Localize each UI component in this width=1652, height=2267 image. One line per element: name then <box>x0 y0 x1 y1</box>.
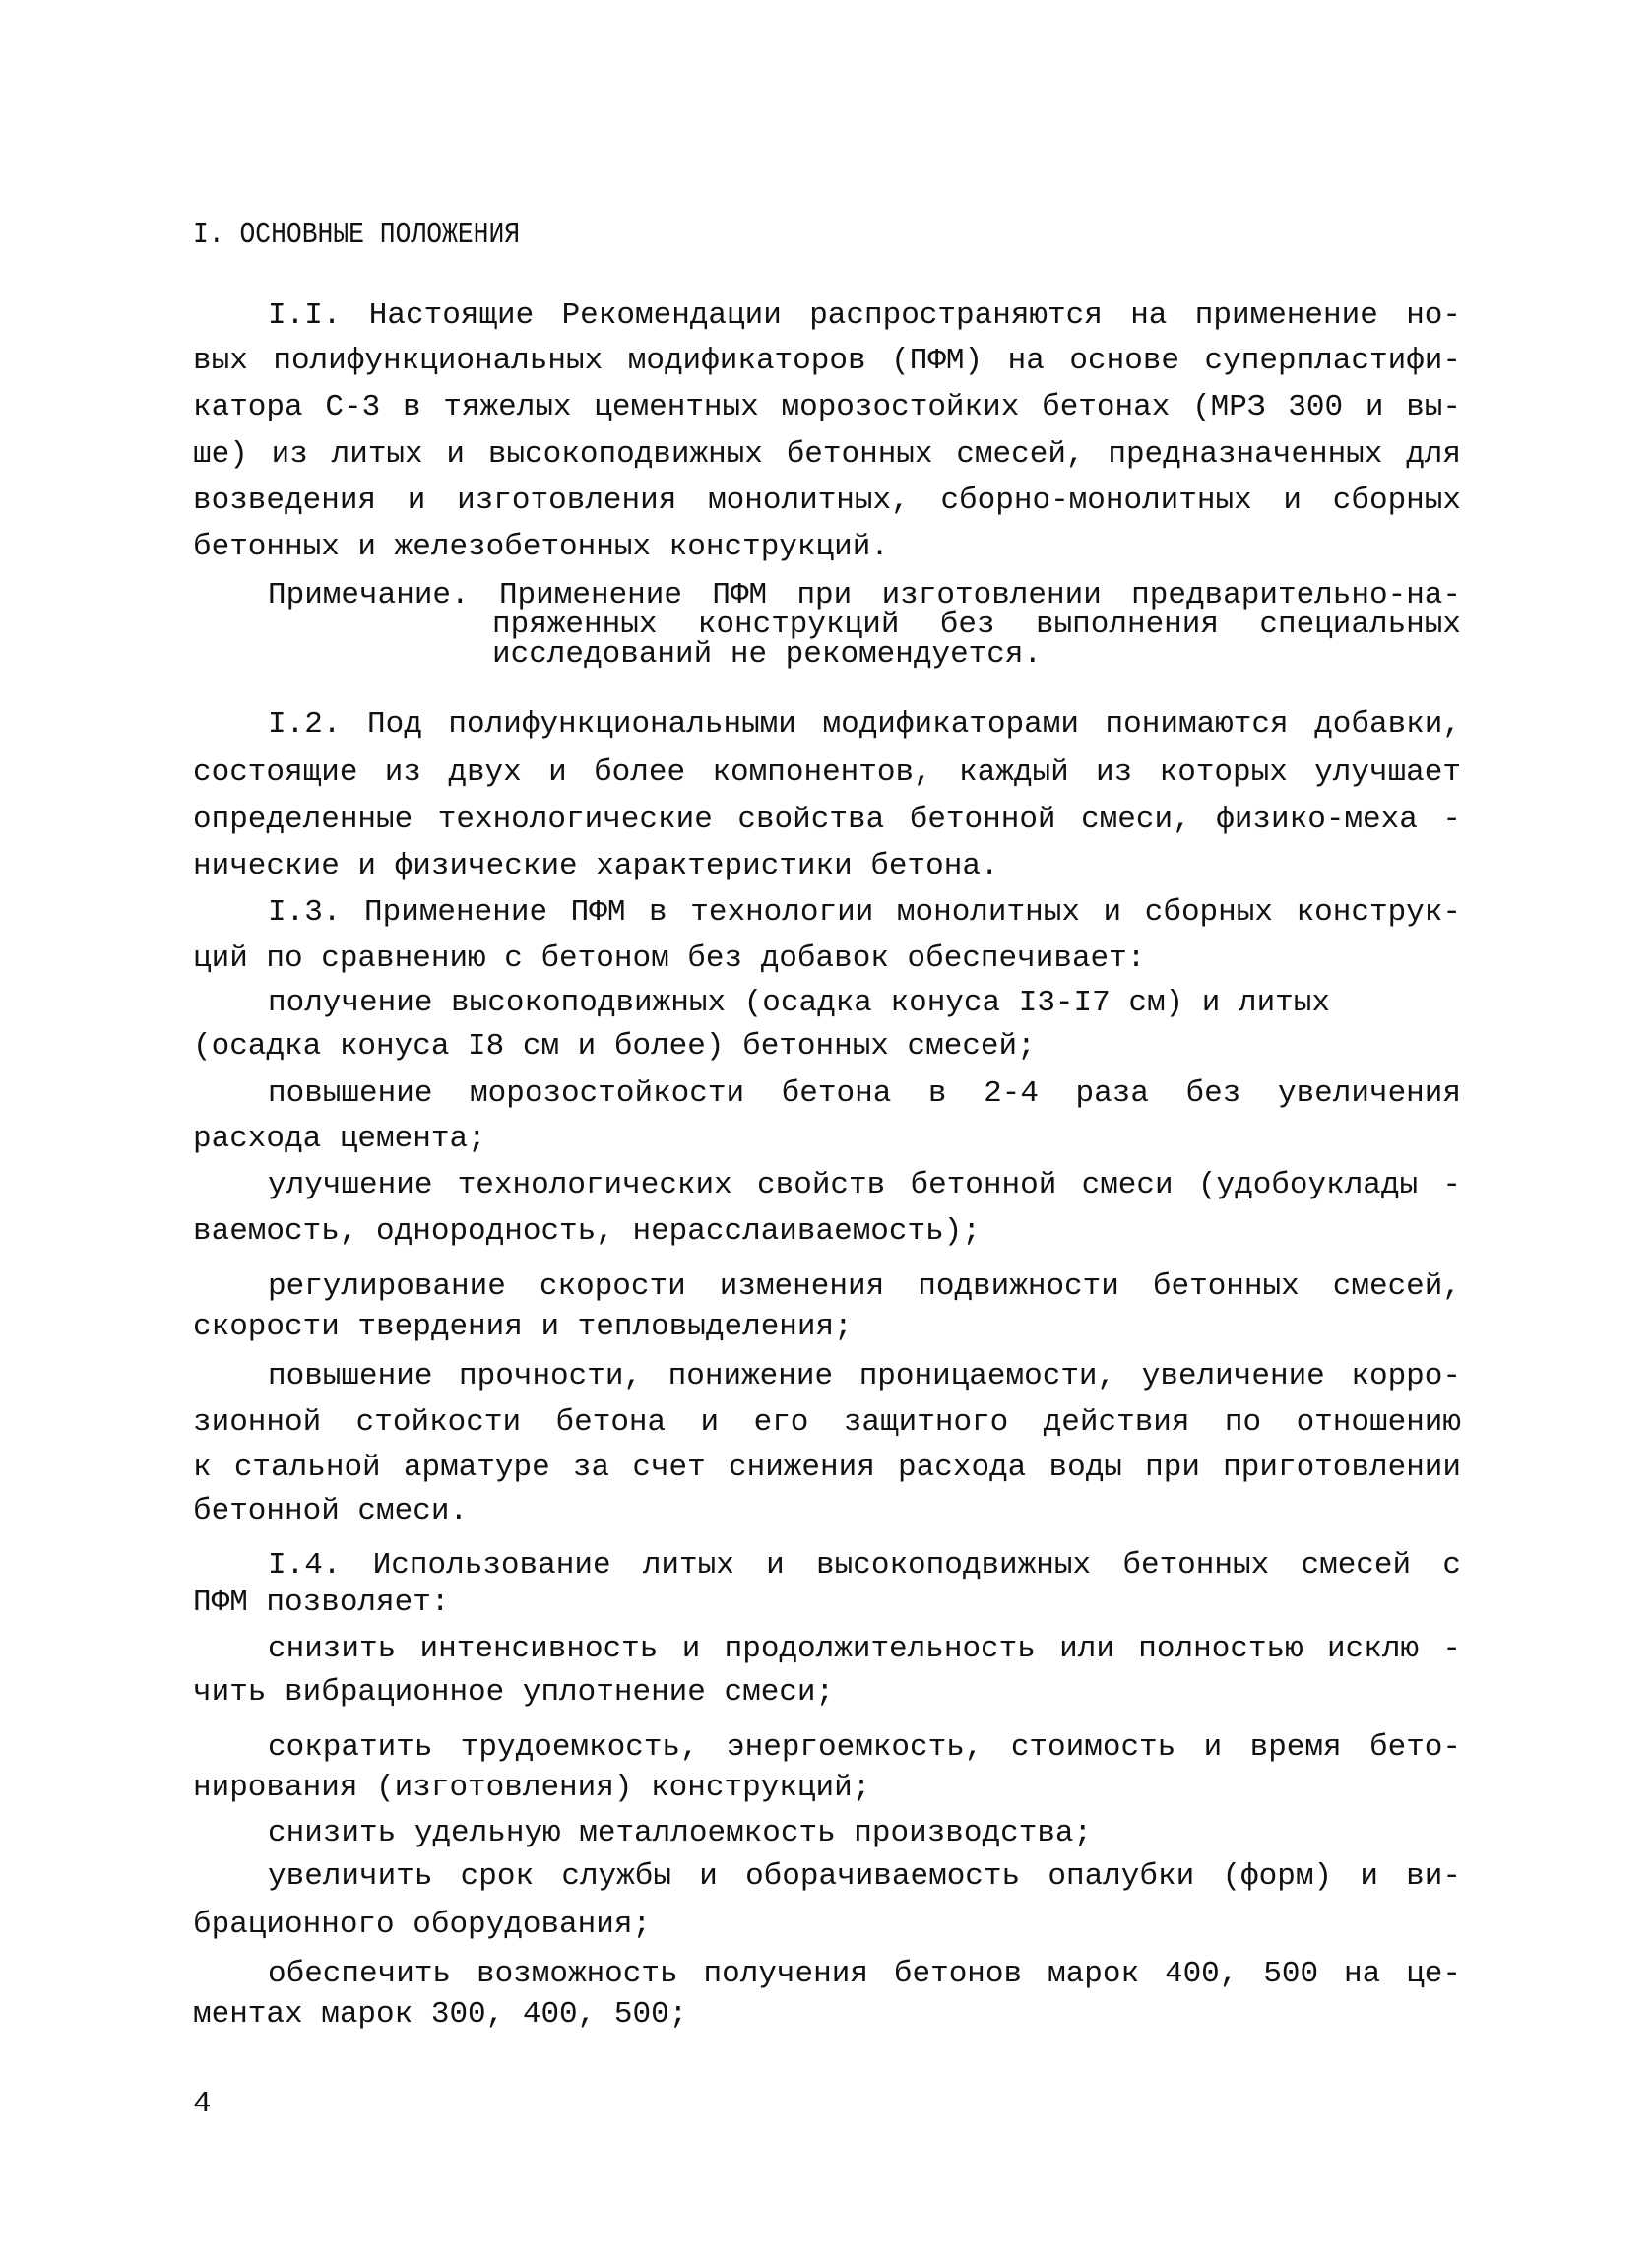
text-line: бетонных и железобетонных конструкций. <box>193 530 889 564</box>
text-line: Примечание. Применение ПФМ при изготовлении предварительно-на- <box>268 578 1461 613</box>
page-number: 4 <box>193 2087 212 2121</box>
text-line: скорости твердения и тепловыделения; <box>193 1310 853 1344</box>
text-line: регулирование скорости изменения подвижности бетонных смесей, <box>268 1269 1461 1304</box>
text-line: I.3. Применение ПФМ в технологии монолитных и сборных конструк- <box>268 895 1461 930</box>
text-line: снизить удельную металлоемкость производства; <box>268 1816 1093 1850</box>
text-line: повышение прочности, понижение проницаемости, увеличение корро- <box>268 1359 1461 1393</box>
text-line: зионной стойкости бетона и его защитного действия по отношению <box>193 1405 1461 1440</box>
text-line: брационного оборудования; <box>193 1908 652 1942</box>
text-line: I.4. Использование литых и высокоподвижных бетонных смесей с <box>268 1548 1461 1583</box>
text-line: определенные технологические свойства бетонной смеси, физико-меха - <box>193 803 1461 837</box>
text-line: увеличить срок службы и оборачиваемость опалубки (форм) и ви- <box>268 1859 1461 1894</box>
text-line: получение высокоподвижных (осадка конуса I3-I7 см) и литых <box>268 986 1330 1020</box>
text-line: ше) из литых и высокоподвижных бетонных смесей, предназначенных для <box>193 437 1461 472</box>
text-line: вых полифункциональных модификаторов (ПФМ) на основе суперпластифи- <box>193 344 1461 378</box>
text-line: бетонной смеси. <box>193 1494 469 1528</box>
text-line: чить вибрационное уплотнение смеси; <box>193 1675 835 1710</box>
text-line: пряженных конструкций без выполнения специальных <box>492 608 1461 642</box>
text-line: улучшение технологических свойств бетонной смеси (удобоуклады - <box>268 1168 1461 1202</box>
text-line: снизить интенсивность и продолжительность или полностью исклю - <box>268 1632 1461 1666</box>
text-line: возведения и изготовления монолитных, сборно-монолитных и сборных <box>193 484 1461 518</box>
text-line: I.I. Настоящие Рекомендации распространяются на применение но- <box>268 298 1461 333</box>
text-line: ций по сравнению с бетоном без добавок обеспечивает: <box>193 941 1146 976</box>
text-line: ментах марок 300, 400, 500; <box>193 1997 688 2032</box>
text-line: катора С-3 в тяжелых цементных морозостойких бетонах (МРЗ 300 и вы- <box>193 390 1461 424</box>
text-line: (осадка конуса I8 см и более) бетонных смесей; <box>193 1029 1036 1064</box>
text-line: исследований не рекомендуется. <box>492 637 1043 672</box>
text-line: расхода цемента; <box>193 1122 486 1156</box>
text-line: нические и физические характеристики бетона. <box>193 849 999 883</box>
text-line: ПФМ позволяет: <box>193 1586 450 1620</box>
text-line: обеспечить возможность получения бетонов марок 400, 500 на це- <box>268 1957 1461 1991</box>
text-line: нирования (изготовления) конструкций; <box>193 1771 871 1805</box>
text-line: состоящие из двух и более компонентов, каждый из которых улучшает <box>193 755 1461 790</box>
text-line: к стальной арматуре за счет снижения расхода воды при приготовлении <box>193 1451 1461 1485</box>
text-line: ваемость, однородность, нерасслаиваемость); <box>193 1214 981 1249</box>
section-title: I. ОСНОВНЫЕ ПОЛОЖЕНИЯ <box>193 218 521 252</box>
text-line: сократить трудоемкость, энергоемкость, стоимость и время бето- <box>268 1730 1461 1765</box>
text-line: I.2. Под полифункциональными модификаторами понимаются добавки, <box>268 707 1461 742</box>
text-line: повышение морозостойкости бетона в 2-4 раза без увеличения <box>268 1076 1461 1111</box>
